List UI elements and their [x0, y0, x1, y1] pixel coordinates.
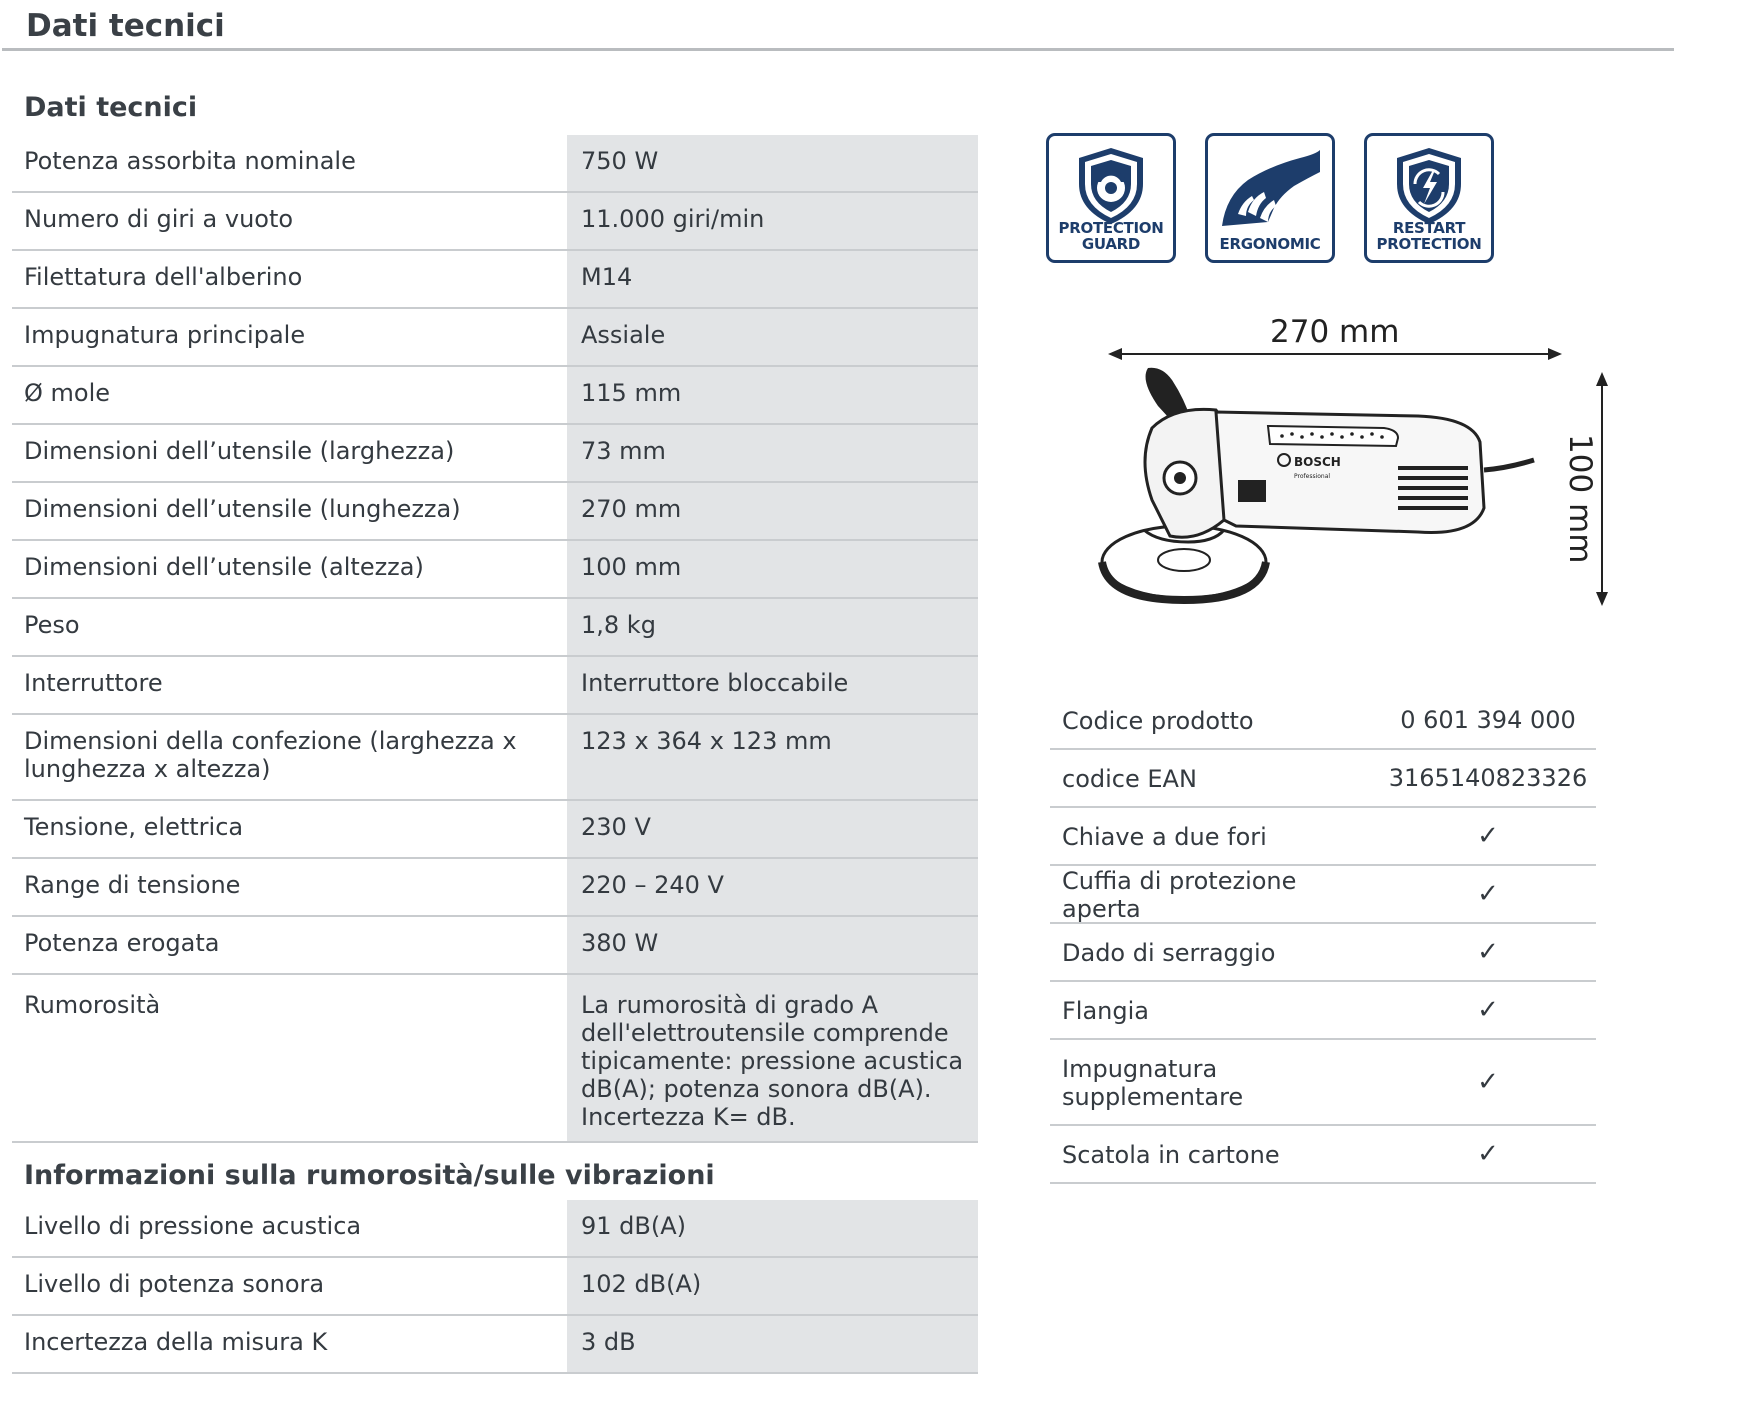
table-row	[12, 1200, 978, 1258]
spec-label: Rumorosità	[24, 991, 161, 1019]
spec-label: Ø mole	[24, 379, 111, 407]
spec-value: M14	[567, 251, 978, 307]
spec-value: 11.000 giri/min	[567, 193, 978, 249]
spec-label: Potenza assorbita nominale	[24, 147, 356, 175]
spec-label: Interruttore	[24, 669, 163, 697]
table-row	[12, 657, 978, 715]
check-icon: ✓	[1477, 937, 1499, 967]
product-label: Dado di serraggio	[1062, 939, 1276, 967]
product-value: 3165140823326	[1388, 764, 1588, 792]
badge-restart-protection	[1364, 133, 1494, 263]
table-row	[12, 309, 978, 367]
check-icon: ✓	[1477, 821, 1499, 851]
spec-value: 220 – 240 V	[567, 859, 978, 915]
spec-value: 380 W	[567, 917, 978, 973]
feature-badges	[1046, 133, 1494, 263]
product-label: Chiave a due fori	[1062, 823, 1267, 851]
spec-value: 270 mm	[567, 483, 978, 539]
spec-value: 115 mm	[567, 367, 978, 423]
page-title: Dati tecnici	[26, 8, 225, 44]
table-row	[1050, 1126, 1596, 1184]
table-row	[12, 715, 978, 801]
table-row	[12, 541, 978, 599]
spec-value: 1,8 kg	[567, 599, 978, 655]
spec-label: Incertezza della misura K	[24, 1328, 328, 1356]
spec-value: Assiale	[567, 309, 978, 365]
badge-label: ERGONOMIC	[1219, 235, 1321, 253]
product-label: Codice prodotto	[1062, 707, 1254, 735]
table-row	[12, 801, 978, 859]
spec-label: Tensione, elettrica	[24, 813, 244, 841]
table-row	[1050, 924, 1596, 982]
spec-label: Filettatura dell'alberino	[24, 263, 303, 291]
spec-label: Range di tensione	[24, 871, 241, 899]
table-row	[12, 135, 978, 193]
length-dimension: 270 mm	[1270, 314, 1400, 350]
spec-label: Dimensioni della confezione (larghezza x lunghezza x altezza)	[24, 727, 517, 783]
check-icon: ✓	[1477, 1067, 1499, 1097]
spec-value: 91 dB(A)	[567, 1200, 978, 1256]
spec-value: 102 dB(A)	[567, 1258, 978, 1314]
spec-label: Dimensioni dell’utensile (altezza)	[24, 553, 424, 581]
badge-label: PROTECTION GUARD	[1058, 219, 1164, 253]
table-row	[12, 251, 978, 309]
spec-value: 123 x 364 x 123 mm	[567, 715, 978, 799]
table-row	[1050, 750, 1596, 808]
spec-label: Potenza erogata	[24, 929, 220, 957]
specs-section-title: Dati tecnici	[24, 92, 198, 123]
product-info-table	[1050, 692, 1596, 1184]
height-dimension: 100 mm	[1562, 434, 1598, 564]
table-row	[12, 483, 978, 541]
table-row	[12, 1258, 978, 1316]
tool-brand-label: BOSCH	[1294, 455, 1341, 469]
spec-value: La rumorosità di grado A dell'elettroutensile comprende tipicamente: pressione acustica dB(A); potenza sonora dB(A). Incertezza K= dB.	[567, 975, 978, 1141]
noise-table	[12, 1200, 978, 1374]
product-label: codice EAN	[1062, 765, 1197, 793]
product-label: Impugnatura supplementare	[1062, 1055, 1244, 1111]
product-label: Scatola in cartone	[1062, 1141, 1280, 1169]
check-icon: ✓	[1477, 1139, 1499, 1169]
table-row	[1050, 692, 1596, 750]
spec-value: 100 mm	[567, 541, 978, 597]
table-row	[12, 367, 978, 425]
spec-label: Livello di potenza sonora	[24, 1270, 325, 1298]
table-row	[12, 1316, 978, 1374]
badge-ergonomic	[1205, 133, 1335, 263]
tool-subbrand-label: Professional	[1294, 473, 1331, 480]
spec-label: Dimensioni dell’utensile (lunghezza)	[24, 495, 461, 523]
spec-label: Numero di giri a vuoto	[24, 205, 294, 233]
product-label: Flangia	[1062, 997, 1149, 1025]
spec-value: Interruttore bloccabile	[567, 657, 978, 713]
product-value: 0 601 394 000	[1400, 706, 1576, 734]
table-row	[12, 917, 978, 975]
badge-protection-guard	[1046, 133, 1176, 263]
table-row	[12, 599, 978, 657]
noise-section-title: Informazioni sulla rumorosità/sulle vibrazioni	[24, 1160, 715, 1191]
spec-label: Impugnatura principale	[24, 321, 306, 349]
table-row	[1050, 982, 1596, 1040]
spec-label: Dimensioni dell’utensile (larghezza)	[24, 437, 455, 465]
table-row	[1050, 866, 1596, 924]
spec-value: 3 dB	[567, 1316, 978, 1372]
badge-label: RESTART PROTECTION	[1376, 219, 1482, 253]
table-row	[1050, 1040, 1596, 1126]
check-icon: ✓	[1477, 879, 1499, 909]
spec-label: Peso	[24, 611, 80, 639]
spec-value: 73 mm	[567, 425, 978, 481]
table-row	[12, 859, 978, 917]
table-row	[12, 975, 978, 1143]
specs-table	[12, 135, 978, 1143]
spec-value: 750 W	[567, 135, 978, 191]
check-icon: ✓	[1477, 995, 1499, 1025]
table-row	[12, 193, 978, 251]
tool-dimension-drawing	[1088, 310, 1648, 630]
product-label: Cuffia di protezione aperta	[1062, 867, 1297, 923]
table-row	[12, 425, 978, 483]
spec-value: 230 V	[567, 801, 978, 857]
spec-label: Livello di pressione acustica	[24, 1212, 362, 1240]
page-header	[2, 0, 1674, 51]
